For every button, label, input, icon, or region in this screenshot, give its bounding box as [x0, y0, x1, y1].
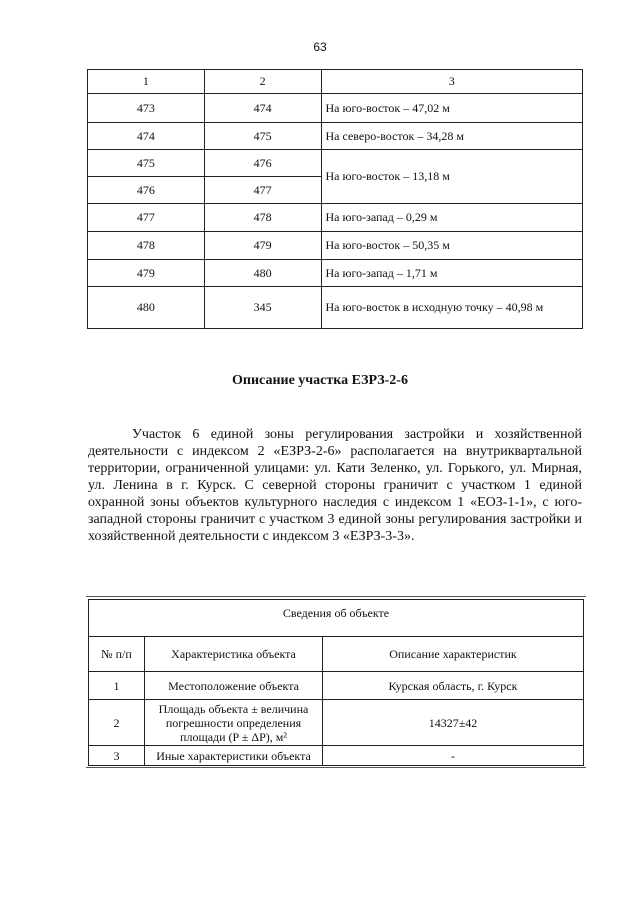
- segment-description: На юго-запад – 1,71 м: [321, 260, 583, 287]
- characteristic-value: Курская область, г. Курск: [323, 672, 584, 700]
- point-from: 474: [88, 123, 205, 150]
- table-row: [88, 204, 583, 232]
- table-row: [89, 672, 584, 700]
- point-from: 475: [88, 150, 205, 177]
- column-header: 1: [88, 70, 205, 94]
- characteristic-value: -: [323, 746, 584, 766]
- segment-description: На северо-восток – 34,28 м: [321, 123, 583, 150]
- table-header-row: [89, 637, 584, 672]
- characteristic-name: Площадь объекта ± величина погрешности определения площади (P ± ΔP), м²: [145, 700, 323, 746]
- point-to: 476: [204, 150, 321, 177]
- point-to: 345: [204, 287, 321, 329]
- column-header-characteristic: Характеристика объекта: [145, 637, 323, 672]
- point-from: 477: [88, 204, 205, 232]
- point-to: 475: [204, 123, 321, 150]
- boundary-table: [87, 69, 583, 329]
- row-number: 3: [89, 746, 145, 766]
- characteristic-value: 14327±42: [323, 700, 584, 746]
- section-title: Описание участка ЕЗРЗ-2-6: [232, 373, 408, 388]
- table-row: [89, 746, 584, 766]
- point-from: 473: [88, 94, 205, 123]
- table-title: Сведения об объекте: [89, 600, 584, 637]
- point-to: 479: [204, 232, 321, 260]
- table-row: [88, 123, 583, 150]
- table-title-row: [89, 600, 584, 637]
- point-from: 480: [88, 287, 205, 329]
- table-row: [88, 287, 583, 329]
- object-info-table: [88, 599, 584, 766]
- column-header: 2: [204, 70, 321, 94]
- table-row: [88, 260, 583, 287]
- characteristic-name: Местоположение объекта: [145, 672, 323, 700]
- table-row: [88, 232, 583, 260]
- column-header-description: Описание характеристик: [323, 637, 584, 672]
- column-header: 3: [321, 70, 583, 94]
- row-number: 1: [89, 672, 145, 700]
- point-from: 479: [88, 260, 205, 287]
- segment-description: На юго-восток – 47,02 м: [321, 94, 583, 123]
- table-row: [88, 94, 583, 123]
- page-number: 63: [313, 40, 327, 54]
- body-paragraph: Участок 6 единой зоны регулирования застройки и хозяйственной деятельности с индексом 2 «ЕЗРЗ-2-6» располагается на внутриквартальной территории, ограниченной улицами: ул. Кати Зеленко, ул. Горького, ул. Мирная, ул. Ленина в г. Курск. С северной стороны граничит с участком 1 единой охранной зоны объектов культурного наследия с индексом 1 «ЕОЗ-1-1», с юго-западной стороны граничит с участком 3 единой зоны регулирования застройки и хозяйственной деятельности с индексом 3 «ЕЗРЗ-3-3».: [88, 427, 582, 544]
- row-number: 2: [89, 700, 145, 746]
- table-row: [89, 700, 584, 746]
- point-from: 476: [88, 177, 205, 204]
- top-rule: [86, 596, 586, 597]
- point-to: 477: [204, 177, 321, 204]
- table-row: [88, 150, 583, 177]
- segment-description: На юго-восток – 13,18 м: [321, 150, 583, 204]
- characteristic-name: Иные характеристики объекта: [145, 746, 323, 766]
- point-to: 478: [204, 204, 321, 232]
- segment-description: На юго-восток в исходную точку – 40,98 м: [321, 287, 583, 329]
- column-header-num: № п/п: [89, 637, 145, 672]
- bottom-rule: [86, 767, 586, 768]
- point-to: 474: [204, 94, 321, 123]
- table-header-row: [88, 70, 583, 94]
- segment-description: На юго-запад – 0,29 м: [321, 204, 583, 232]
- point-from: 478: [88, 232, 205, 260]
- segment-description: На юго-восток – 50,35 м: [321, 232, 583, 260]
- point-to: 480: [204, 260, 321, 287]
